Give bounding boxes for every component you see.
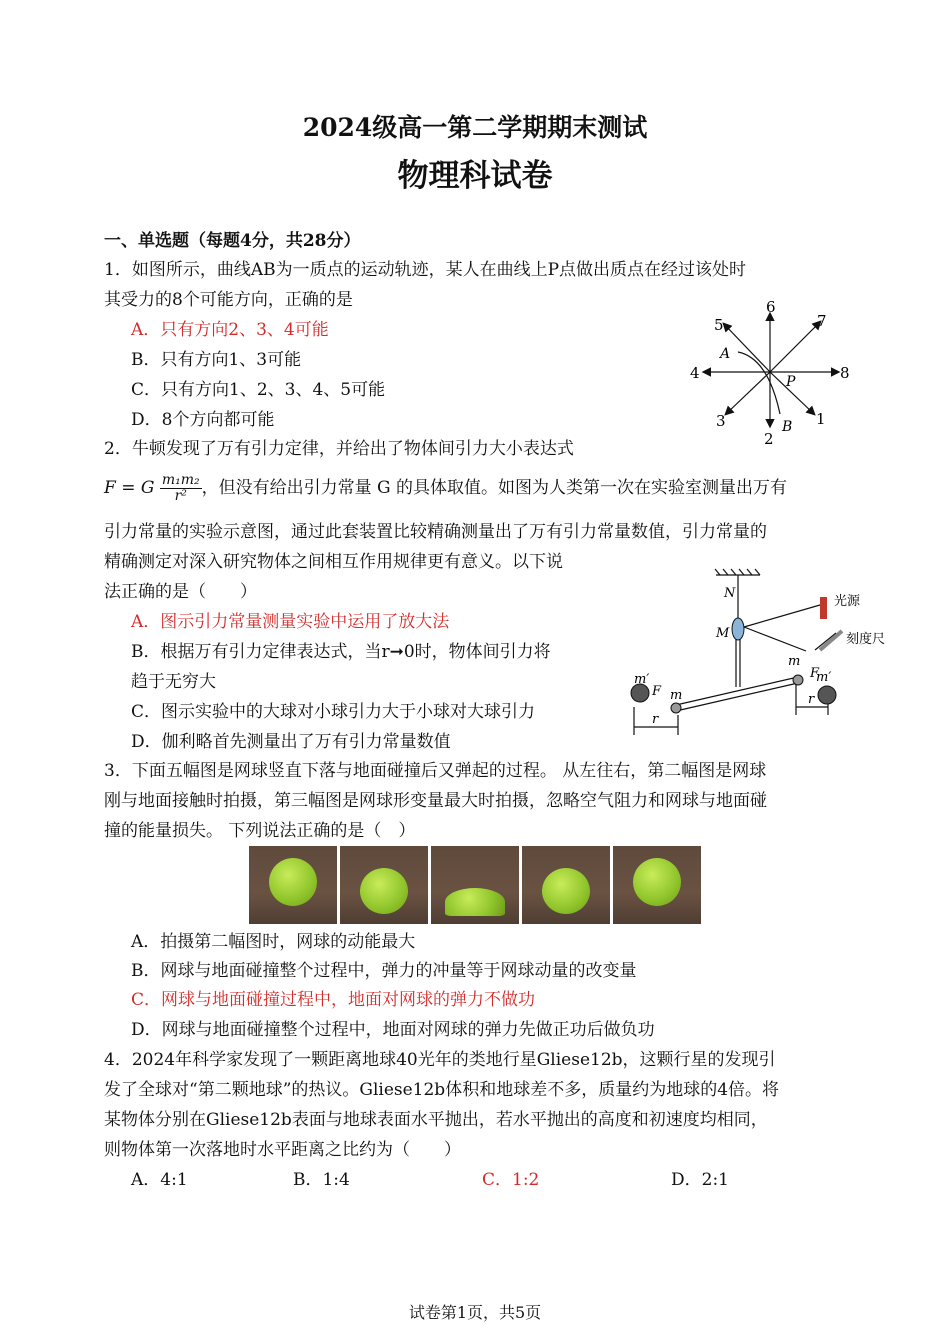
q4-stem-line2: 发了全球对“第二颗地球”的热议。Gliese12b体积和地球差不多，质量约为地球的4倍。将 bbox=[104, 1080, 780, 1100]
q1-label-1: 1 bbox=[816, 410, 826, 428]
q3-stem-line1: 3．下面五幅图是网球竖直下落与地面碰撞后又弹起的过程。 从左往右，第二幅图是网球 bbox=[104, 761, 767, 781]
q1-option-b: B．只有方向1、3可能 bbox=[131, 350, 302, 370]
q3-stem-line3: 撞的能量损失。 下列说法正确的是（ ） bbox=[104, 821, 416, 841]
tennis-photo-2 bbox=[340, 846, 428, 924]
q1-label-7: 7 bbox=[817, 312, 827, 330]
q2-label-scale: 刻度尺 bbox=[846, 632, 886, 647]
q2-formula-lhs: F = G bbox=[104, 478, 155, 498]
q2-formula-denominator: r² bbox=[174, 488, 187, 504]
q3-stem-line2: 刚与地面接触时拍摄，第三幅图是网球形变量最大时拍摄，忽略空气阻力和网球与地面碰 bbox=[104, 791, 767, 811]
q4-stem-line4: 则物体第一次落地时水平距离之比约为（ ） bbox=[104, 1140, 461, 1160]
section-heading: 一、单选题（每题4分，共28分） bbox=[104, 231, 361, 251]
q1-label-b: B bbox=[782, 419, 793, 435]
q2-label-mp-left: m′ bbox=[634, 672, 650, 687]
q4-option-b: B．1:4 bbox=[293, 1170, 350, 1190]
q1-label-2: 2 bbox=[764, 430, 774, 446]
q1-option-d: D．8个方向都可能 bbox=[131, 410, 275, 430]
q2-option-b: B．根据万有引力定律表达式，当r➞0时，物体间引力将 bbox=[131, 642, 551, 662]
q4-option-c: C．1:2 bbox=[482, 1170, 540, 1190]
q4-stem-line1: 4．2024年科学家发现了一颗距离地球40光年的类地行星Gliese12b，这颗行星的发现引 bbox=[104, 1050, 776, 1070]
q2-stem-line4: 精确测定对深入研究物体之间相互作用规律更有意义。以下说 bbox=[104, 552, 563, 572]
q1-label-a: A bbox=[720, 346, 731, 362]
q2-label-m-right: m bbox=[788, 654, 801, 669]
q1-option-c: C．只有方向1、2、3、4、5可能 bbox=[131, 380, 386, 400]
q2-label-m-left: m bbox=[670, 688, 683, 703]
q1-stem-line2: 其受力的8个可能方向，正确的是 bbox=[104, 290, 353, 310]
q1-label-p: P bbox=[786, 374, 796, 390]
q2-stem-line1: 2．牛顿发现了万有引力定律，并给出了物体间引力大小表达式 bbox=[104, 439, 574, 459]
tennis-photo-1 bbox=[249, 846, 337, 924]
page-footer: 试卷第1页，共5页 bbox=[408, 1303, 542, 1322]
q1-label-8: 8 bbox=[840, 364, 850, 382]
tennis-photo-5 bbox=[613, 846, 701, 924]
q2-cavendish-figure bbox=[620, 565, 890, 745]
q2-label-n: N bbox=[724, 586, 736, 601]
q4-option-d: D．2:1 bbox=[671, 1170, 729, 1190]
q2-formula-line bbox=[104, 473, 787, 504]
exam-title: 2024级高一第二学期期末测试 bbox=[302, 113, 648, 142]
q1-label-5: 5 bbox=[714, 316, 724, 334]
q1-label-4: 4 bbox=[690, 364, 700, 382]
q3-option-b: B．网球与地面碰撞整个过程中，弹力的冲量等于网球动量的改变量 bbox=[131, 961, 637, 981]
q1-label-3: 3 bbox=[716, 412, 726, 430]
tennis-photo-4 bbox=[522, 846, 610, 924]
q3-option-c: C．网球与地面碰撞过程中，地面对网球的弹力不做功 bbox=[131, 990, 536, 1010]
q1-force-direction-figure bbox=[680, 296, 860, 446]
q2-option-d: D．伽利略首先测量出了万有引力常量数值 bbox=[131, 732, 451, 752]
q1-stem-line1: 1．如图所示，曲线AB为一质点的运动轨迹，某人在曲线上P点做出质点在经过该处时 bbox=[104, 260, 747, 280]
q2-label-r-left: r bbox=[652, 712, 659, 727]
q2-option-a: A．图示引力常量测量实验中运用了放大法 bbox=[131, 612, 450, 632]
q2-stem-line5: 法正确的是（ ） bbox=[104, 582, 257, 602]
large-ball-right bbox=[818, 686, 836, 704]
q2-label-mp-right: m′ bbox=[816, 670, 832, 685]
q2-formula-fraction bbox=[160, 473, 202, 504]
q2-label-light: 光源 bbox=[834, 594, 861, 609]
q2-label-big-m: M bbox=[716, 626, 730, 641]
small-ball-right bbox=[793, 675, 803, 685]
q1-option-a: A．只有方向2、3、4可能 bbox=[131, 320, 329, 340]
q2-label-f-right: F bbox=[810, 666, 820, 681]
q3-option-d: D．网球与地面碰撞整个过程中，地面对网球的弹力先做正功后做负功 bbox=[131, 1020, 655, 1040]
exam-subtitle: 物理科试卷 bbox=[397, 158, 553, 194]
tennis-photo-3 bbox=[431, 846, 519, 924]
small-ball-left bbox=[671, 703, 681, 713]
q2-option-b-cont: 趋于无穷大 bbox=[131, 672, 216, 692]
q3-option-a: A．拍摄第二幅图时，网球的动能最大 bbox=[131, 932, 416, 952]
q2-label-f-left: F bbox=[652, 684, 662, 699]
q2-formula-numerator: m₁m₂ bbox=[161, 472, 200, 488]
q2-option-c: C．图示实验中的大球对小球引力大于小球对大球引力 bbox=[131, 702, 536, 722]
q4-option-a: A．4:1 bbox=[131, 1170, 188, 1190]
light-source-icon bbox=[820, 597, 827, 619]
q4-stem-line3: 某物体分别在Gliese12b表面与地球表面水平抛出，若水平抛出的高度和初速度均相同， bbox=[104, 1110, 768, 1130]
q2-label-r-right: r bbox=[808, 692, 815, 707]
mirror-icon bbox=[732, 618, 744, 640]
q1-label-6: 6 bbox=[766, 298, 776, 316]
q3-tennis-photo-strip bbox=[249, 846, 701, 924]
q2-stem-line2: ，但没有给出引力常量 G 的具体取值。如图为人类第一次在实验室测量出万有 bbox=[201, 478, 788, 498]
q2-stem-line3: 引力常量的实验示意图，通过此套装置比较精确测量出了万有引力常量数值，引力常量的 bbox=[104, 522, 767, 542]
